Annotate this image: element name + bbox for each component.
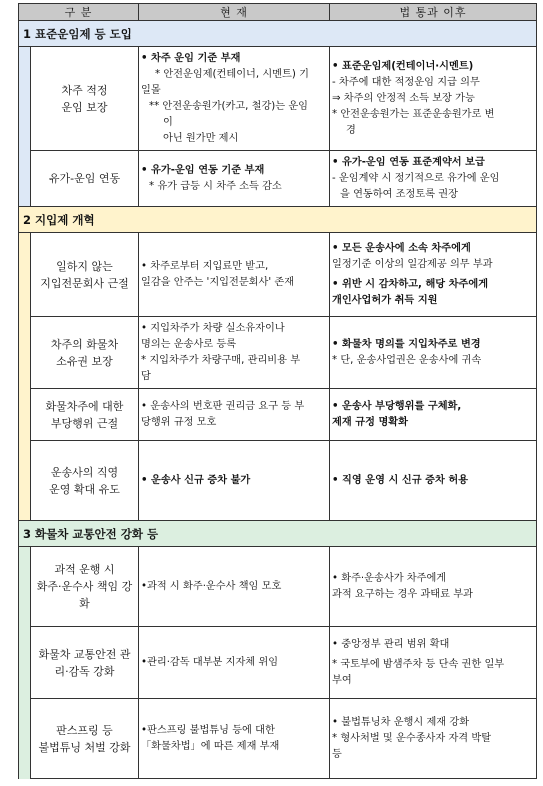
current-cell [139, 441, 330, 521]
text-line: • 운송사 신규 증차 불가 [141, 474, 251, 486]
section-heading [19, 21, 537, 47]
text-line: 유가-운임 연동 [48, 172, 121, 185]
current-cell [139, 233, 330, 317]
text-line: • 모든 운송사에 소속 차주에게 [332, 242, 471, 254]
text-line: • 지입차주가 차량 실소유자이나 [141, 322, 285, 334]
text-line: 운영 확대 유도 [49, 482, 120, 496]
table-row [19, 699, 537, 779]
header-after-law: 법 통과 이후 [330, 4, 537, 21]
table-row [19, 151, 537, 207]
text-line: • 직영 운영 시 신규 증차 허용 [332, 474, 469, 486]
section-bar [19, 547, 31, 779]
current-cell [139, 317, 330, 389]
text-line: 담 [141, 370, 151, 382]
after-cell [330, 699, 537, 779]
text-line: 당행위 규정 모호 [141, 416, 217, 428]
table-row [19, 389, 537, 441]
text-line: 불법튜닝 처벌 강화 [38, 740, 131, 754]
after-cell [330, 151, 537, 207]
text-line: 부여 [332, 674, 352, 686]
text-line: 제재 규정 명확화 [332, 416, 408, 428]
current-cell [139, 47, 330, 151]
text-line: 명의는 운송사로 등록 [141, 338, 237, 350]
text-line: • 화주·운송사가 차주에게 [332, 572, 447, 584]
text-line: 과적 요구하는 경우 과태료 부과 [332, 588, 473, 600]
text-line: 등 [332, 748, 342, 760]
text-line: 을 연동하여 조정토록 권장 [340, 188, 458, 200]
text-line: • 유가-운임 연동 표준계약서 보급 [332, 156, 485, 168]
current-cell [139, 389, 330, 441]
text-line: 차주의 화물차 [50, 337, 119, 351]
comparison-table [18, 3, 537, 779]
after-cell [330, 47, 537, 151]
text-line: • 차주 운임 기준 부재 [141, 52, 241, 64]
text-line: 일정기준 이상의 일감제공 의무 부과 [332, 258, 493, 270]
text-line: * 안전운임제(컨테이너, 시멘트) 기 [155, 68, 309, 80]
current-cell [139, 547, 330, 627]
text-line: 개인사업허가 취득 지원 [332, 294, 438, 306]
text-line: ** 안전운송원가(카고, 철강)는 운임 [149, 100, 309, 112]
table-row [19, 441, 537, 521]
text-line: * 유가 급등 시 차주 소득 감소 [149, 180, 282, 192]
header-category: 구 분 [19, 4, 139, 21]
text-line: • 화물차 명의를 지입차주로 변경 [332, 338, 481, 350]
text-line: • 표준운임제(컨테이너·시멘트) [332, 60, 474, 72]
section-bar [19, 47, 31, 207]
text-line: 화물차 교통안전 관 [38, 647, 131, 661]
section-heading [19, 521, 537, 547]
table-row [19, 627, 537, 699]
text-line: •관리·감독 대부분 지자체 위임 [141, 656, 279, 668]
text-line: • 차주로부터 지입료만 받고, [141, 260, 269, 272]
after-cell [330, 233, 537, 317]
text-line: 리·감독 강화 [54, 664, 115, 678]
after-cell [330, 441, 537, 521]
row-label [31, 441, 139, 521]
text-line: 화주·운수사 책임 강 [36, 580, 133, 593]
text-line: 일하지 않는 [56, 259, 113, 273]
table-row [19, 547, 537, 627]
row-label [31, 547, 139, 627]
text-line: 「화물차법」에 따른 제재 부재 [141, 740, 280, 752]
text-line: * 형사처벌 및 운수종사자 자격 박탈 [332, 732, 492, 744]
current-cell [139, 699, 330, 779]
text-line: • 중앙정부 관리 범위 확대 [332, 638, 450, 650]
text-line: * 지입차주가 차량구매, 관리비용 부 [141, 354, 301, 366]
text-line: 차주 적정 [61, 83, 108, 97]
after-cell [330, 547, 537, 627]
text-line: 과적 운행 시 [54, 563, 115, 576]
section-title: 3 화물차 교통안전 강화 등 [19, 521, 537, 547]
text-line: * 국토부에 밤샘주차 등 단속 권한 일부 [332, 658, 505, 670]
text-line: 화 [79, 597, 90, 610]
row-label [31, 233, 139, 317]
text-line: ⇒ 차주의 안정적 소득 보장 가능 [332, 92, 475, 104]
text-line: 소유권 보장 [56, 354, 113, 368]
row-label [31, 389, 139, 441]
table-header [19, 4, 537, 21]
header-current: 현 재 [139, 4, 330, 21]
text-line: 경 [346, 124, 356, 136]
row-label [31, 627, 139, 699]
text-line: 판스프링 등 [56, 723, 113, 737]
text-line: • 불법튜닝차 운행시 제재 강화 [332, 716, 470, 728]
text-line: 운송사의 직영 [50, 465, 119, 479]
text-line: •판스프링 불법튜닝 등에 대한 [141, 724, 275, 736]
row-label [31, 317, 139, 389]
text-line: • 운송사의 번호판 권리금 요구 등 부 [141, 400, 305, 412]
table-row [19, 47, 537, 151]
text-line: 지입전문회사 근절 [40, 276, 129, 290]
table-row [19, 233, 537, 317]
text-line: - 차주에 대한 적정운임 지급 의무 [332, 76, 480, 88]
text-line: * 단, 운송사업권은 운송사에 귀속 [332, 354, 482, 366]
after-cell [330, 627, 537, 699]
after-cell [330, 317, 537, 389]
text-line: - 운임계약 시 정기적으로 유가에 운임 [332, 172, 500, 184]
current-cell [139, 627, 330, 699]
text-line: 일감을 안주는 '지입전문회사' 존재 [141, 276, 295, 288]
text-line: 일몰 [141, 84, 161, 96]
text-line: * 안전운송원가는 표준운송원가로 변 [332, 108, 495, 120]
section-title: 1 표준운임제 등 도입 [19, 21, 537, 47]
text-line: • 유가-운임 연동 기준 부재 [141, 164, 265, 176]
table-row [19, 317, 537, 389]
text-line: •과적 시 화주·운수사 책임 모호 [141, 580, 282, 592]
row-label [31, 47, 139, 151]
text-line: 운임 보장 [61, 100, 108, 114]
comparison-document [18, 3, 536, 779]
text-line: 부당행위 근절 [50, 416, 119, 430]
text-line: • 위반 시 감차하고, 해당 차주에게 [332, 278, 489, 290]
after-cell [330, 389, 537, 441]
text-line: • 운송사 부당행위를 구체화, [332, 400, 462, 412]
text-line: 이 [163, 116, 173, 128]
row-label [31, 151, 139, 207]
text-line: 화물차주에 대한 [45, 399, 124, 413]
text-line: 아닌 원가만 제시 [163, 132, 239, 144]
section-heading [19, 207, 537, 233]
section-bar [19, 233, 31, 521]
row-label [31, 699, 139, 779]
current-cell [139, 151, 330, 207]
section-title: 2 지입제 개혁 [19, 207, 537, 233]
